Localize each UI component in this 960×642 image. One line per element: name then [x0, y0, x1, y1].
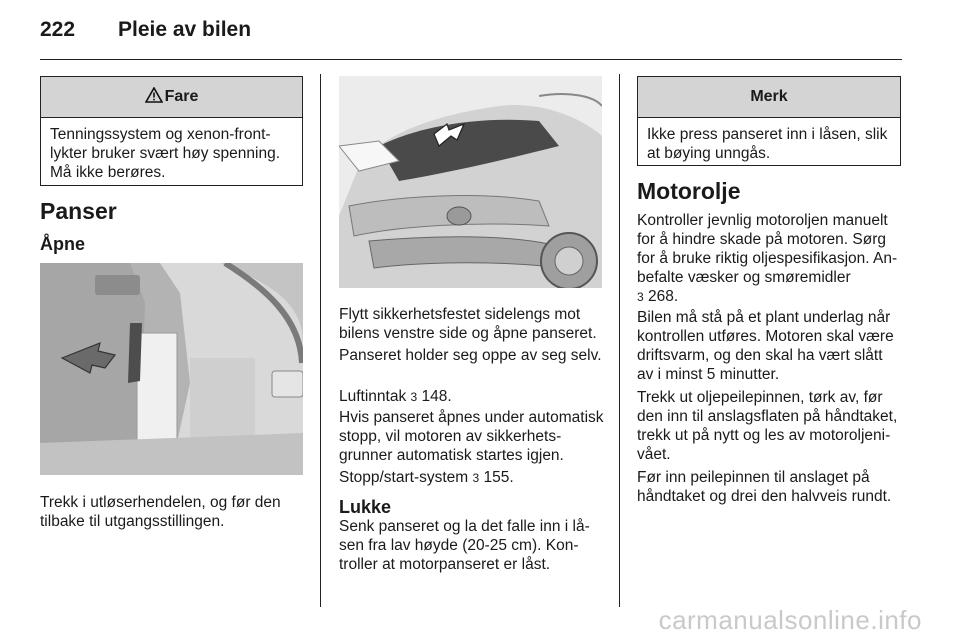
note-box-text: Ikke press panseret inn i låsen, slik at bøying unngås. — [647, 126, 888, 162]
note-box — [637, 76, 901, 166]
column-divider-right — [619, 74, 620, 607]
paragraph-level-ground: Bilen må stå på et plant underlag når kontrollen utføres. Motoren skal være driftsvarm, og den skal ha vært slått av i minst 5 minutter. — [637, 309, 894, 383]
paragraph-hood-holds: Panseret holder seg oppe av seg selv. — [339, 347, 602, 364]
danger-box-header — [41, 77, 302, 118]
section-heading-motorolje: Motorolje — [637, 178, 741, 204]
subheading-apne: Åpne — [40, 234, 85, 254]
paragraph-closing: Senk panseret og la det falle inn i låsen fra lav høyde (20-25 cm). Kontroller at motorpanseret er låst. — [339, 518, 590, 573]
danger-box-title: Fare — [164, 88, 199, 105]
danger-box-text: Tenningssystem og xenon-frontlykter bruker svært høy spenning. Må ikke berøres. — [50, 126, 281, 181]
danger-box — [40, 76, 303, 186]
paragraph-air-intake: Luftinntak 3 148. — [339, 388, 452, 405]
subheading-lukke: Lukke — [339, 497, 392, 517]
paragraph-insert-dipstick: Før inn peilepinnen til anslaget på håndtaket og drei den halvveis rundt. — [637, 469, 892, 505]
page-title: Pleie av bilen — [118, 18, 252, 41]
warning-triangle-icon — [145, 79, 163, 119]
reference-arrow-icon: 3 — [410, 390, 418, 404]
watermark: carmanualsonline.info — [658, 605, 922, 635]
header-rule — [40, 59, 902, 60]
note-box-title: Merk — [638, 77, 900, 118]
reference-arrow-icon: 3 — [637, 290, 644, 304]
paragraph-autostop: Hvis panseret åpnes under automatisk stopp, vil motoren av sikkerhetsgrunner automatisk startes igjen. — [339, 409, 604, 464]
paragraph-dipstick: Trekk ut oljepeilepinnen, tørk av, før den inn til anslagsflaten på håndtaket, trekk ut på nytt og les av motoroljenivået. — [637, 389, 898, 463]
section-heading-panser: Panser — [40, 198, 117, 224]
page-number: 222 — [40, 18, 76, 41]
figure-hood-open — [339, 76, 602, 288]
paragraph-stop-start: Stopp/start-system 3 155. — [339, 469, 514, 486]
figure-hood-release-lever — [40, 263, 303, 475]
caption-release-lever: Trekk i utløserhendelen, og før den tilbake til utgangsstillingen. — [40, 494, 281, 530]
paragraph-check-oil: Kontroller jevnlig motoroljen manuelt for å hindre skade på motoren. Sørg for å bruke riktig oljespesifikasjon. Anbefalte væsker og smøremidler 3 268. — [637, 212, 898, 305]
paragraph-move-latch: Flytt sikkerhetsfestet sidelengs mot bilens venstre side og åpne panseret. — [339, 306, 597, 342]
reference-arrow-icon: 3 — [472, 471, 480, 485]
column-divider-left — [320, 74, 321, 607]
